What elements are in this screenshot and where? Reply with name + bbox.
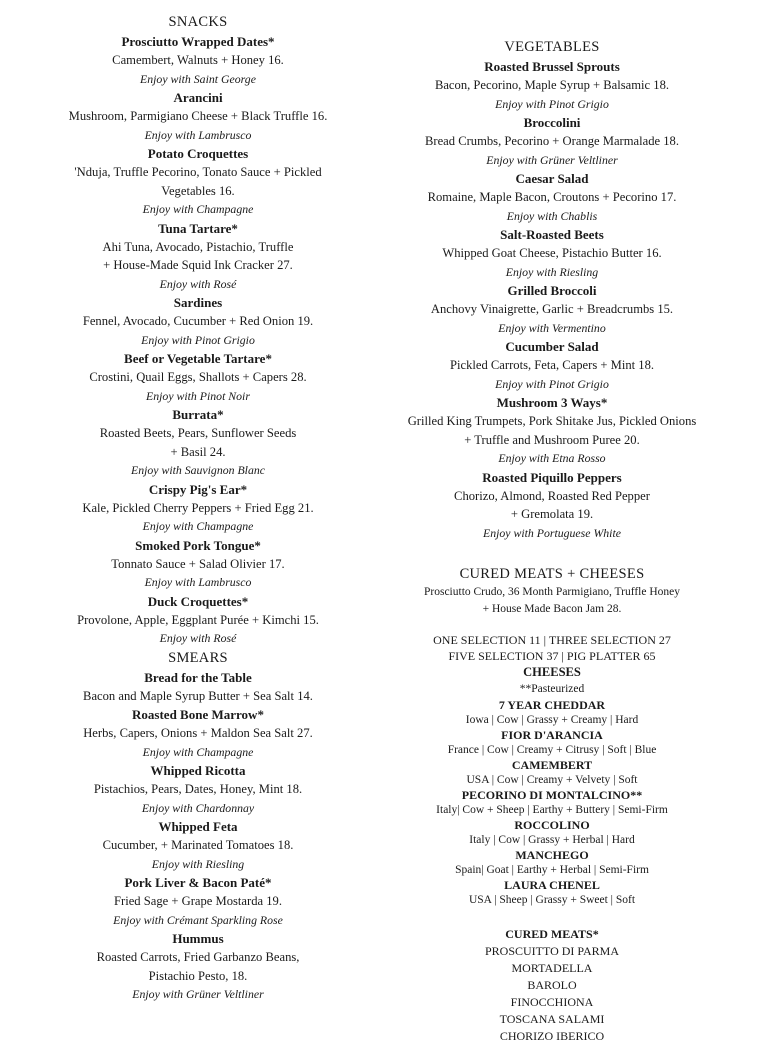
menu-item <box>362 225 742 281</box>
cheese-description: France | Cow | Creamy + Citrusy | Soft | Blue <box>447 744 657 756</box>
wine-pairing: Enjoy with Riesling <box>505 264 599 279</box>
dish-description: Anchovy Vinaigrette, Garlic + Breadcrumbs 15. <box>430 302 674 316</box>
cheese-list <box>362 698 742 908</box>
wine-pairing: Enjoy with Pinot Grigio <box>495 376 609 391</box>
dish-name: Tuna Tartare* <box>158 220 238 236</box>
wine-pairing: Enjoy with Grüner Veltliner <box>486 152 618 167</box>
dish-name: Whipped Ricotta <box>150 763 246 778</box>
menu-item <box>0 668 396 706</box>
menu-item <box>0 761 396 817</box>
cheese-name: CAMEMBERT <box>511 758 593 772</box>
menu-item <box>362 337 742 393</box>
dish-description: Bread Crumbs, Pecorino + Orange Marmalade 18. <box>424 134 679 148</box>
wine-pairing: Enjoy with Chablis <box>506 208 598 223</box>
wine-pairing: Enjoy with Pinot Grigio <box>495 96 609 111</box>
dish-description: Cucumber, + Marinated Tomatoes 18. <box>102 838 294 852</box>
dish-description: Camembert, Walnuts + Honey 16. <box>112 53 284 67</box>
wine-pairing: Enjoy with Vermentino <box>498 320 606 335</box>
dish-name: Beef or Vegetable Tartare* <box>124 351 272 366</box>
cheese-name: ROCCOLINO <box>514 818 590 832</box>
menu-item <box>0 219 396 294</box>
cured-meat-item: BAROLO <box>527 978 577 992</box>
menu-item <box>362 281 742 337</box>
menu-item <box>0 480 396 536</box>
wine-pairing: Enjoy with Etna Rosso <box>498 451 606 465</box>
menu-item <box>362 169 742 225</box>
dish-name: Potato Croquettes <box>147 146 249 161</box>
dish-name: Broccolini <box>523 115 581 130</box>
cheese-item <box>362 788 742 818</box>
menu-item <box>0 592 396 648</box>
cheese-item <box>362 848 742 878</box>
smears-heading: SMEARS <box>168 649 228 666</box>
dish-name: Grilled Broccoli <box>507 283 597 298</box>
cheese-description: Italy | Cow | Grassy + Herbal | Hard <box>469 834 635 846</box>
cured-meat-item: PROSCUITTO DI PARMA <box>484 944 620 958</box>
dish-name: Cucumber Salad <box>505 339 599 354</box>
cured-meat-item: CHORIZO IBERICO <box>499 1029 605 1043</box>
dish-name: Burrata* <box>172 407 224 422</box>
menu-item <box>0 88 396 144</box>
menu-item <box>362 57 742 113</box>
wine-pairing: Enjoy with Grüner Veltliner <box>132 987 264 1001</box>
dish-name: Pork Liver & Bacon Paté* <box>124 875 272 890</box>
cured-meats-list <box>362 943 742 1045</box>
dish-description: Pickled Carrots, Feta, Capers + Mint 18. <box>449 358 655 372</box>
wine-pairing: Enjoy with Saint George <box>140 71 256 86</box>
menu-item <box>362 393 742 468</box>
vegetables-list <box>362 57 742 542</box>
selection-prices-1: ONE SELECTION 11 | THREE SELECTION 27 <box>433 633 671 647</box>
wine-pairing: Enjoy with Pinot Grigio <box>141 332 255 347</box>
dish-name: Bread for the Table <box>144 669 252 685</box>
cured-meat-item: FINOCCHIONA <box>510 995 594 1009</box>
dish-description: 'Nduja, Truffle Pecorino, Tonato Sauce + Pickled <box>74 165 322 179</box>
cheese-name: LAURA CHENEL <box>504 878 600 892</box>
wine-pairing: Enjoy with Lambrusco <box>144 575 252 589</box>
menu-item <box>0 349 396 405</box>
dish-description: Herbs, Capers, Onions + Maldon Sea Salt 27. <box>83 726 313 740</box>
cheese-description: Iowa | Cow | Grassy + Creamy | Hard <box>465 714 639 726</box>
dish-description: Ahi Tuna, Avocado, Pistachio, Truffle <box>102 239 294 254</box>
dish-description: Grilled King Trumpets, Pork Shitake Jus, Pickled Onions <box>407 414 697 428</box>
dish-description: Roasted Carrots, Fried Garbanzo Beans, <box>96 950 300 964</box>
dish-name: Duck Croquettes* <box>147 593 249 609</box>
cheese-name: FIOR D'ARANCIA <box>501 728 603 742</box>
dish-description: Romaine, Maple Bacon, Croutons + Pecorino 17. <box>427 190 677 204</box>
dish-name: Hummus <box>172 931 224 946</box>
menu-item <box>0 536 396 592</box>
cured-meats-heading: CURED MEATS* <box>505 927 599 941</box>
wine-pairing: Enjoy with Riesling <box>151 856 245 871</box>
dish-name: Crispy Pig's Ear* <box>148 481 248 497</box>
menu-item <box>0 873 396 929</box>
menu-item <box>0 817 396 873</box>
menu-item <box>362 113 742 169</box>
cured-meat-item: TOSCANA SALAMI <box>499 1012 605 1026</box>
dish-description: Roasted Beets, Pears, Sunflower Seeds <box>99 426 297 440</box>
wine-pairing: Enjoy with Champagne <box>142 519 254 533</box>
wine-pairing: Enjoy with Champagne <box>142 744 254 759</box>
dish-name: Mushroom 3 Ways* <box>496 395 608 410</box>
menu-item <box>362 468 742 543</box>
menu-item <box>0 293 396 349</box>
cured-board-desc-2: + House Made Bacon Jam 28. <box>482 603 622 615</box>
menu-item <box>0 705 396 761</box>
dish-description: Provolone, Apple, Eggplant Purée + Kimchi 15. <box>77 612 319 627</box>
menu-item <box>0 144 396 219</box>
vegetables-heading: VEGETABLES <box>504 39 600 55</box>
cheese-description: USA | Sheep | Grassy + Sweet | Soft <box>468 894 636 906</box>
cheeses-heading: CHEESES <box>523 665 581 679</box>
cured-board-desc-1: Prosciutto Crudo, 36 Month Parmigiano, Truffle Honey <box>424 586 680 598</box>
dish-description: Bacon and Maple Syrup Butter + Sea Salt 14. <box>83 688 313 703</box>
wine-pairing: Enjoy with Chardonnay <box>141 800 255 815</box>
dish-description: Bacon, Pecorino, Maple Syrup + Balsamic 18. <box>434 78 670 92</box>
cured-meat-item: MORTADELLA <box>511 961 593 975</box>
dish-description: + Basil 24. <box>170 444 226 459</box>
selection-prices-2: FIVE SELECTION 37 | PIG PLATTER 65 <box>448 649 656 663</box>
left-column <box>0 0 396 1004</box>
cheeses-note: **Pasteurized <box>519 683 585 695</box>
dish-name: Sardines <box>173 295 223 310</box>
menu-item <box>0 929 396 1004</box>
cheese-item <box>362 758 742 788</box>
cheese-item <box>362 818 742 848</box>
cheese-item <box>362 728 742 758</box>
dish-description: Tonnato Sauce + Salad Olivier 17. <box>111 556 285 571</box>
dish-name: Prosciutto Wrapped Dates* <box>121 34 275 49</box>
dish-description: Whipped Goat Cheese, Pistachio Butter 16. <box>442 246 662 260</box>
snacks-heading: SNACKS <box>168 14 228 30</box>
wine-pairing: Enjoy with Lambrusco <box>144 127 252 142</box>
dish-name: Roasted Brussel Sprouts <box>484 59 620 74</box>
right-column <box>362 0 742 1045</box>
cheese-description: Spain| Goat | Earthy + Herbal | Semi-Firm <box>455 864 649 876</box>
menu-item <box>0 32 396 88</box>
dish-description: + Truffle and Mushroom Puree 20. <box>464 432 640 447</box>
dish-description: Crostini, Quail Eggs, Shallots + Capers 28. <box>89 370 307 384</box>
dish-name: Salt-Roasted Beets <box>500 227 604 242</box>
cured-meats-cheeses-heading: CURED MEATS + CHEESES <box>459 566 645 582</box>
cheese-name: MANCHEGO <box>515 848 589 862</box>
smears-list <box>0 668 396 1004</box>
cheese-name: 7 YEAR CHEDDAR <box>498 698 606 712</box>
dish-name: Roasted Bone Marrow* <box>132 707 264 722</box>
cheese-name: PECORINO DI MONTALCINO** <box>461 788 643 802</box>
dish-name: Arancini <box>173 90 223 105</box>
cheese-description: USA | Cow | Creamy + Velvety | Soft <box>466 774 638 786</box>
dish-description: Pistachio Pesto, 18. <box>148 968 248 983</box>
cheese-item <box>362 878 742 908</box>
dish-name: Whipped Feta <box>158 819 238 834</box>
dish-description: Fennel, Avocado, Cucumber + Red Onion 19. <box>82 314 314 328</box>
dish-description: Kale, Pickled Cherry Peppers + Fried Egg 21. <box>82 500 314 515</box>
menu-item <box>0 405 396 480</box>
dish-description: Vegetables 16. <box>161 183 235 198</box>
dish-name: Roasted Piquillo Peppers <box>482 469 622 485</box>
dish-name: Smoked Pork Tongue* <box>135 537 261 553</box>
wine-pairing: Enjoy with Pinot Noir <box>146 388 250 403</box>
wine-pairing: Enjoy with Sauvignon Blanc <box>130 463 265 477</box>
cheese-item <box>362 698 742 728</box>
wine-pairing: Enjoy with Portuguese White <box>483 525 621 540</box>
dish-name: Caesar Salad <box>515 171 589 186</box>
dish-description: + Gremolata 19. <box>510 507 594 521</box>
dish-description: + House-Made Squid Ink Cracker 27. <box>103 258 293 272</box>
cheese-description: Italy| Cow + Sheep | Earthy + Buttery | Semi-Firm <box>436 804 668 816</box>
dish-description: Pistachios, Pears, Dates, Honey, Mint 18. <box>93 782 303 796</box>
dish-description: Fried Sage + Grape Mostarda 19. <box>114 894 282 908</box>
wine-pairing: Enjoy with Crémant Sparkling Rose <box>113 912 283 927</box>
snacks-list <box>0 32 396 648</box>
dish-description: Mushroom, Parmigiano Cheese + Black Truffle 16. <box>68 109 328 123</box>
wine-pairing: Enjoy with Champagne <box>142 202 254 216</box>
wine-pairing: Enjoy with Rosé <box>159 631 237 645</box>
wine-pairing: Enjoy with Rosé <box>159 276 237 291</box>
dish-description: Chorizo, Almond, Roasted Red Pepper <box>454 488 650 503</box>
